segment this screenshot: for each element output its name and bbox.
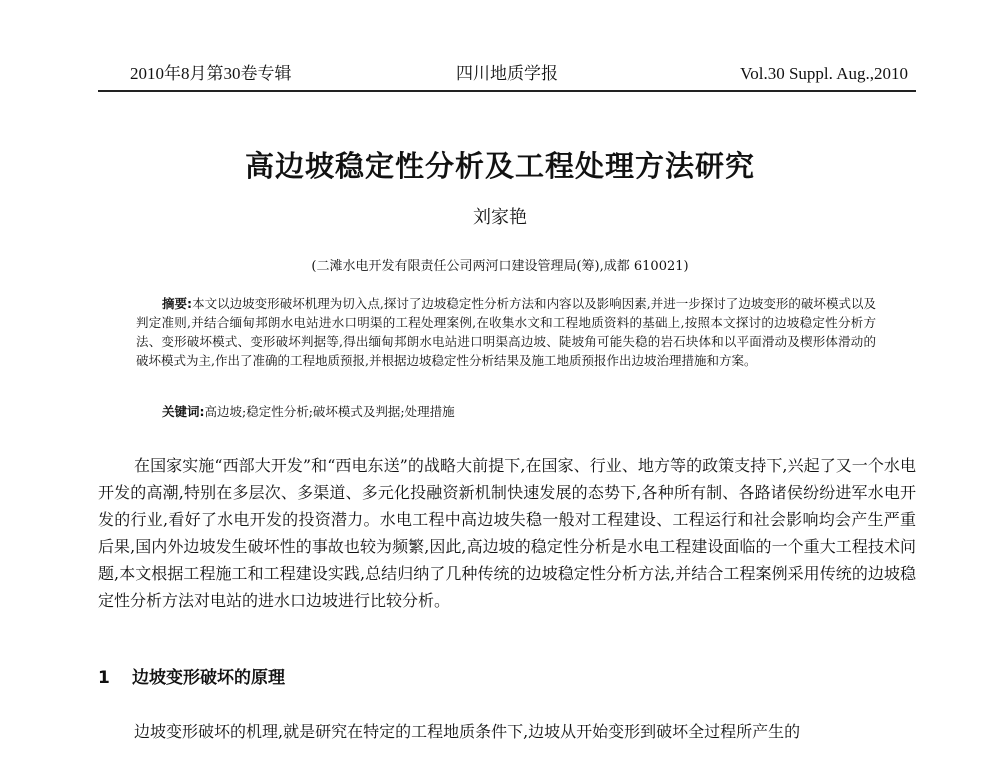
running-header <box>98 64 916 92</box>
journal-volume: Vol.30 Suppl. Aug.,2010 <box>740 64 908 83</box>
section-paragraph <box>98 718 916 745</box>
keywords <box>162 402 876 421</box>
paper-title: 高边坡稳定性分析及工程处理方法研究 <box>244 149 755 183</box>
abstract-label: 摘要: <box>162 296 193 311</box>
section-heading <box>98 666 916 690</box>
author-affiliation: (二滩水电开发有限责任公司两河口建设管理局(筹),成都 610021) <box>311 259 689 274</box>
journal-name: 四川地质学报 <box>456 64 558 83</box>
abstract-text: 本文以边坡变形破坏机理为切入点,探讨了边坡稳定性分析方法和内容以及影响因素,并进一步探讨了边坡变形的破坏模式以及判定准则,并结合缅甸邦朗水电站进水口明渠的工程处理案例,在收集水文和工程地质资料的基础上,按照本文探讨的边坡稳定性分析方法、变形破坏模式、变形破坏判据等,得出缅甸邦朗水电站进口明渠高边坡、陡坡角可能失稳的岩石块体和以平面滑动及楔形体滑动的破坏模式为主,作出了准确的工程地质预报,并根据边坡稳定性分析结果及施工地质预报作出边坡治理措施和方案。 <box>136 296 877 368</box>
section-paragraph-text: 边坡变形破坏的机理,就是研究在特定的工程地质条件下,边坡从开始变形到破坏全过程所产生的 <box>134 722 801 741</box>
keywords-label: 关键词: <box>162 404 205 419</box>
author-name: 刘家艳 <box>473 207 527 228</box>
journal-issue: 2010年8月第30卷专辑 <box>130 64 292 83</box>
section-title: 边坡变形破坏的原理 <box>132 668 285 688</box>
keywords-text: 高边坡;稳定性分析;破坏模式及判据;处理措施 <box>204 404 455 419</box>
abstract <box>136 294 876 370</box>
section-number: 1 <box>98 668 110 688</box>
intro-paragraph <box>98 452 916 614</box>
intro-paragraph-text: 在国家实施“西部大开发”和“西电东送”的战略大前提下,在国家、行业、地方等的政策支持下,兴起了又一个水电开发的高潮,特别在多层次、多渠道、多元化投融资新机制快速发展的态势下,各种所有制、各路诸侯纷纷进军水电开发的行业,看好了水电开发的投资潜力。水电工程中高边坡失稳一般对工程建设、工程运行和社会影响均会产生严重后果,国内外边坡发生破坏性的事故也较为频繁,因此,高边坡的稳定性分析是水电工程建设面临的一个重大工程技术问题,本文根据工程施工和工程建设实践,总结归纳了几种传统的边坡稳定性分析方法,并结合工程案例采用传统的边坡稳定性分析方法对电站的进水口边坡进行比较分析。 <box>98 456 916 610</box>
